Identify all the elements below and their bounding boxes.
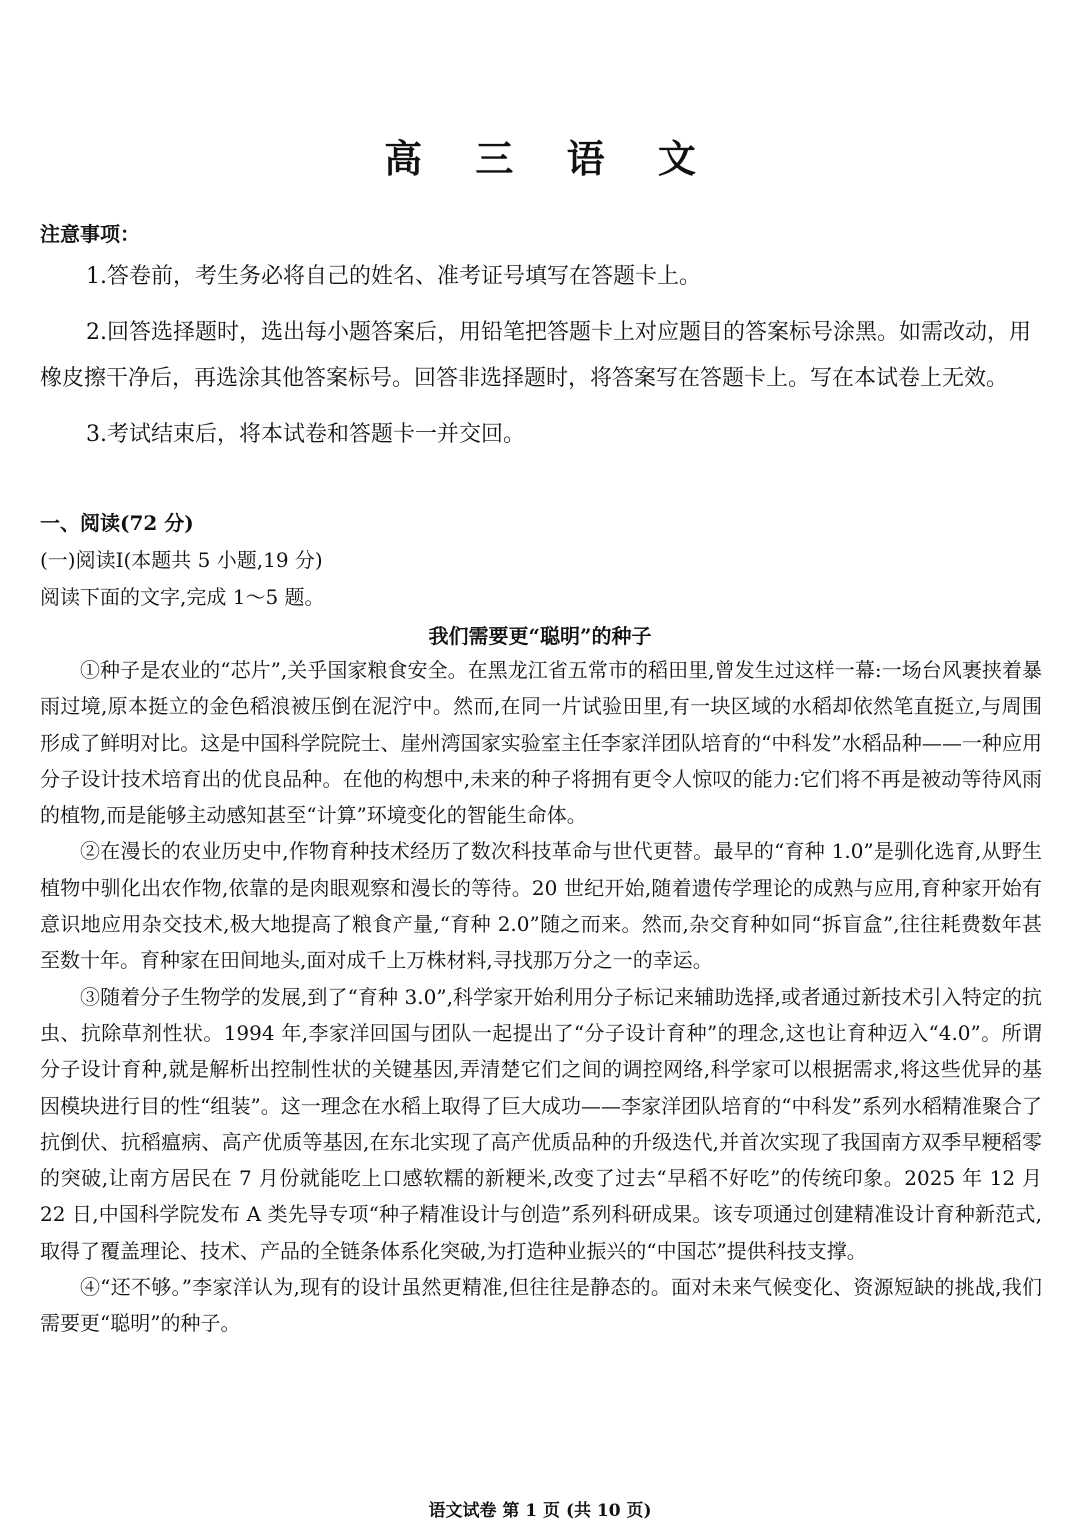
- article-title: 我们需要更“聪明”的种子: [428, 624, 652, 648]
- article-body: [40, 652, 1042, 1342]
- note-item: 1.答卷前，考生务必将自己的姓名、准考证号填写在答题卡上。: [86, 264, 701, 289]
- article-paragraph: ③随着分子生物学的发展,到了“育种 3.0”,科学家开始利用分子标记来辅助选择,或者通过新技术引入特定的抗虫、抗除草剂性状。1994 年,李家洋回国与团队一起提出了“分子设计育种”的理念,这也让育种迈入“4.0”。所谓分子设计育种,就是解析出控制性状的关键基因,弄清楚它们之间的调控网络,科学家可以根据需求,将这些优异的基因模块进行目的性“组装”。这一理念在水稻上取得了巨大成功——李家洋团队培育的“中科发”系列水稻精准聚合了抗倒伏、抗稻瘟病、高产优质等基因,在东北实现了高产优质品种的升级迭代,并首次实现了我国南方双季早粳稻零的突破,让南方居民在 7 月份就能吃上口感软糯的新粳米,改变了过去“早稻不好吃”的传统印象。2025 年 12 月 22 日,中国科学院发布 A 类先导专项“种子精准设计与创造”系列科研成果。该专项通过创建精准设计育种新范式,取得了覆盖理论、技术、产品的全链条体系化突破,为打造种业振兴的“中国芯”提供科技支撑。: [40, 984, 1042, 1263]
- note-item: 2.回答选择题时，选出每小题答案后，用铅笔把答题卡上对应题目的答案标号涂黑。如需改动，用橡皮擦干净后，再选涂其他答案标号。回答非选择题时，将答案写在答题卡上。写在本试卷上无效。: [40, 320, 1031, 391]
- note-item: 3.考试结束后，将本试卷和答题卡一并交回。: [86, 422, 525, 447]
- section-header: [40, 505, 1042, 616]
- section-subtitle: (一)阅读Ⅰ(本题共 5 小题,19 分): [40, 548, 323, 572]
- section-title: 一、阅读(72 分): [40, 511, 194, 535]
- notes-list: [40, 254, 1042, 458]
- article-paragraph: ②在漫长的农业历史中,作物育种技术经历了数次科技革命与世代更替。最早的“育种 1.0”是驯化选育,从野生植物中驯化出农作物,依靠的是肉眼观察和漫长的等待。20 世纪开始,随着遗传学理论的成熟与应用,育种家开始有意识地应用杂交技术,极大地提高了粮食产量,“育种 2.0”随之而来。然而,杂交育种如同“拆盲盒”,往往耗费数年甚至数十年。育种家在田间地头,面对成千上万株材料,寻找那万分之一的幸运。: [40, 839, 1042, 973]
- page-footer: 语文试卷 第 1 页 (共 10 页): [428, 1501, 652, 1521]
- article-paragraph: ④“还不够。”李家洋认为,现有的设计虽然更精准,但往往是静态的。面对未来气候变化、资源短缺的挑战,我们需要更“聪明”的种子。: [40, 1275, 1042, 1336]
- notes-heading: 注意事项：: [40, 222, 140, 246]
- article-paragraph: ①种子是农业的“芯片”,关乎国家粮食安全。在黑龙江省五常市的稻田里,曾发生过这样一幕:一场台风裹挟着暴雨过境,原本挺立的金色稻浪被压倒在泥泞中。然而,在同一片试验田里,有一块区域的水稻却依然笔直挺立,与周围形成了鲜明对比。这是中国科学院院士、崖州湾国家实验室主任李家洋团队培育的“中科发”水稻品种——一种应用分子设计技术培育出的优良品种。在他的构想中,未来的种子将拥有更令人惊叹的能力:它们将不再是被动等待风雨的植物,而是能够主动感知甚至“计算”环境变化的智能生命体。: [40, 658, 1042, 828]
- section-instruction: 阅读下面的文字,完成 1～5 题。: [40, 585, 325, 609]
- page-title: 高 三 语 文: [384, 136, 716, 181]
